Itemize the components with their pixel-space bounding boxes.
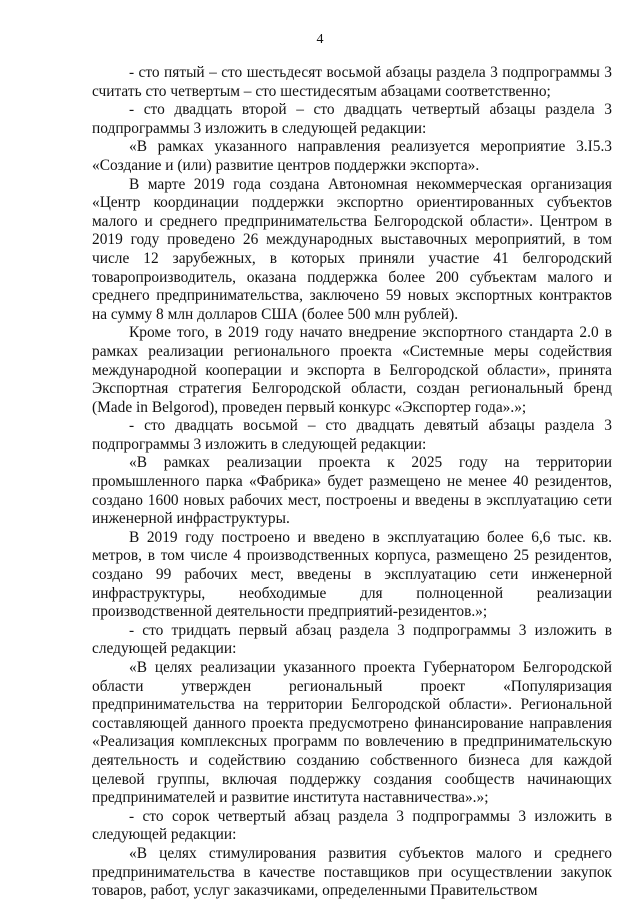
paragraph-8: В 2019 году построено и введено в эксплуатацию более 6,6 тыс. кв. метров, в том числе 4 производственных корпуса, размещено 25 резидентов, создано 99 рабочих мест, введены в эксплуатацию сети инженерной инфраструктуры, необходимые для полноценной реализации производственной деятельности предприятий-резидентов.»; bbox=[92, 528, 612, 621]
paragraph-10: «В целях реализации указанного проекта Губернатором Белгородской области утвержден региональный проект «Популяризация предпринимательства на территории Белгородской области». Региональной составляющей данного проекта предусмотрено финансирование направления «Реализация комплексных программ по вовлечению в предпринимательскую деятельность и содействию созданию собственного бизнеса для каждой целевой группы, включая поддержку создания сообществ начинающих предпринимателей и развитие института наставничества».»; bbox=[92, 659, 612, 807]
paragraph-7: «В рамках реализации проекта к 2025 году на территории промышленного парка «Фабрика» будет размещено не менее 40 резидентов, создано 1600 новых рабочих мест, построены и введены в эксплуатацию сети инженерной инфраструктуры. bbox=[92, 454, 612, 528]
paragraph-2: - сто двадцать второй – сто двадцать четвертый абзацы раздела 3 подпрограммы 3 изложить в следующей редакции: bbox=[92, 101, 612, 137]
paragraph-5: Кроме того, в 2019 году начато внедрение экспортного стандарта 2.0 в рамках реализации регионального проекта «Системные меры содействия международной кооперации и экспорта в Белгородской области», принята Экспортная стратегия Белгородской области, создан региональный бренд (Made in Belgorod), проведен первый конкурс «Экспортер года».»; bbox=[92, 324, 612, 416]
paragraph-12: «В целях стимулирования развития субъектов малого и среднего предпринимательства в качестве поставщиков при осуществлении закупок товаров, работ, услуг заказчиками, определенными Правительством bbox=[92, 844, 612, 900]
paragraph-11: - сто сорок четвертый абзац раздела 3 подпрограммы 3 изложить в следующей редакции: bbox=[92, 807, 612, 844]
paragraph-1: - сто пятый – сто шестьдесят восьмой абзацы раздела 3 подпрограммы 3 считать сто четвертым – сто шестидесятым абзацами соответственно; bbox=[92, 64, 612, 100]
paragraph-4: В марте 2019 года создана Автономная некоммерческая организация «Центр координации поддержки экспортно ориентированных субъектов малого и среднего предпринимательства Белгородской области». Центром в 2019 году проведено 26 международных выставочных мероприятий, в том числе 12 зарубежных, в которых приняли участие 41 белгородский товаропроизводитель, оказана поддержка более 200 субъектам малого и среднего предпринимательства, заключено 59 новых экспортных контрактов на сумму 8 млн долларов США (более 500 млн рублей). bbox=[92, 175, 612, 323]
document-body bbox=[92, 64, 612, 901]
paragraph-9: - сто тридцать первый абзац раздела 3 подпрограммы 3 изложить в следующей редакции: bbox=[92, 621, 612, 658]
paragraph-6: - сто двадцать восьмой – сто двадцать девятый абзацы раздела 3 подпрограммы 3 изложить в следующей редакции: bbox=[92, 417, 612, 453]
page-number: 4 bbox=[316, 32, 324, 47]
paragraph-3: «В рамках указанного направления реализуется мероприятие 3.I5.3 «Создание и (или) развитие центров поддержки экспорта». bbox=[92, 138, 612, 174]
